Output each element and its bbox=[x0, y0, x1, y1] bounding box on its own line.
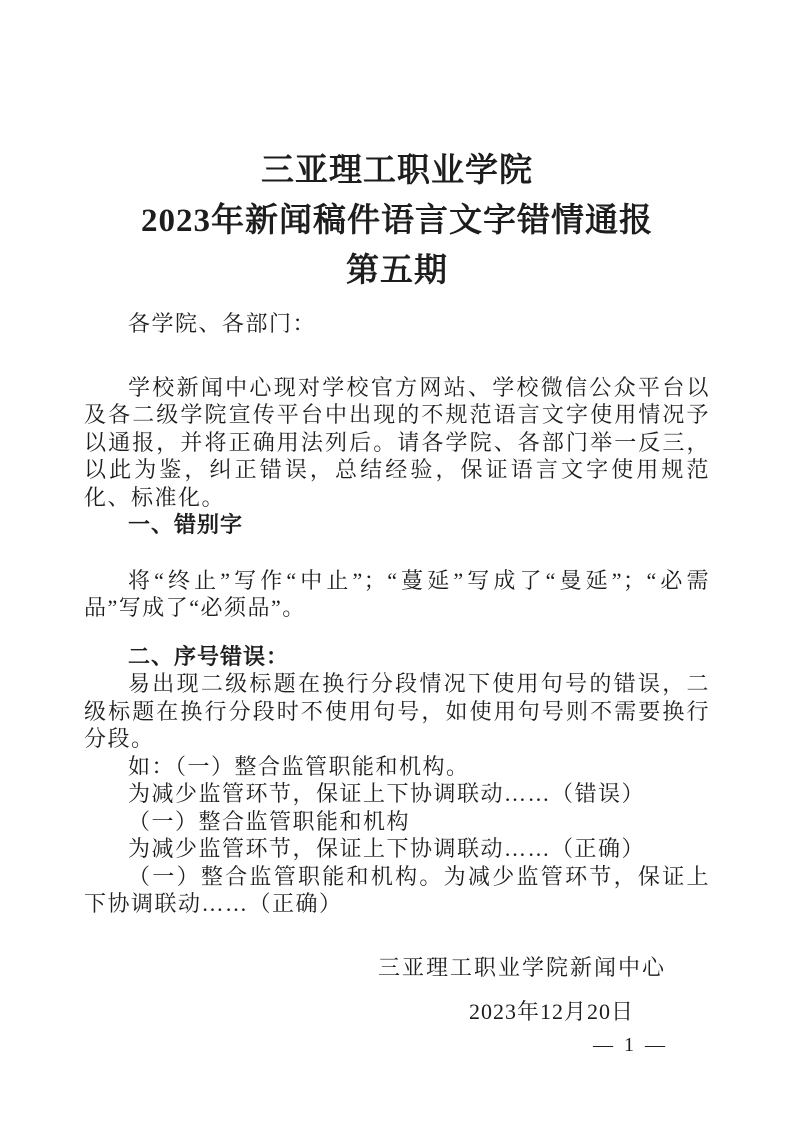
salutation: 各学院、各部门： bbox=[128, 311, 317, 336]
section1-heading: 一、错别字 bbox=[128, 512, 244, 537]
section2-heading: 二、序号错误： bbox=[128, 643, 290, 669]
signature-date: 2023年12月20日 bbox=[468, 999, 634, 1024]
title-line-subject: 2023年新闻稿件语言文字错情通报 bbox=[141, 203, 653, 239]
title-line-issue: 第五期 bbox=[346, 253, 448, 289]
section2-paragraph-6: （一）整合监管职能和机构。为减少监管环节，保证上下协调联动……（正确） bbox=[84, 863, 710, 916]
section2-paragraph-2: 如：（一）整合监管职能和机构。 bbox=[128, 753, 470, 779]
section2-paragraph-3: 为减少监管环节，保证上下协调联动……（错误） bbox=[128, 781, 646, 806]
page-number: — 1 — bbox=[593, 1033, 668, 1056]
signature-org: 三亚理工职业学院新闻中心 bbox=[377, 954, 666, 980]
section2-paragraph-5: 为减少监管环节，保证上下协调联动……（正确） bbox=[128, 836, 646, 861]
section1-paragraph: 将“终止”写作“中止”；“蔓延”写成了“曼延”；“必需品”写成了“必须品”。 bbox=[84, 567, 710, 620]
intro-paragraph: 学校新闻中心现对学校官方网站、学校微信公众平台以及各二级学院宣传平台中出现的不规范语言文字使用情况予以通报，并将正确用法列后。请各学院、各部门举一反三，以此为鉴，纠正错误，总结经验，保证语言文字使用规范化、标准化。 bbox=[84, 374, 710, 510]
title-line-organization: 三亚理工职业学院 bbox=[261, 153, 533, 189]
section2-paragraph-4: （一）整合监管职能和机构 bbox=[128, 808, 411, 834]
document-title-block bbox=[84, 146, 710, 296]
section2-paragraph-1: 易出现二级标题在换行分段情况下使用句号的错误，二级标题在换行分段时不使用句号，如使用句号则不需要换行分段。 bbox=[84, 671, 710, 751]
